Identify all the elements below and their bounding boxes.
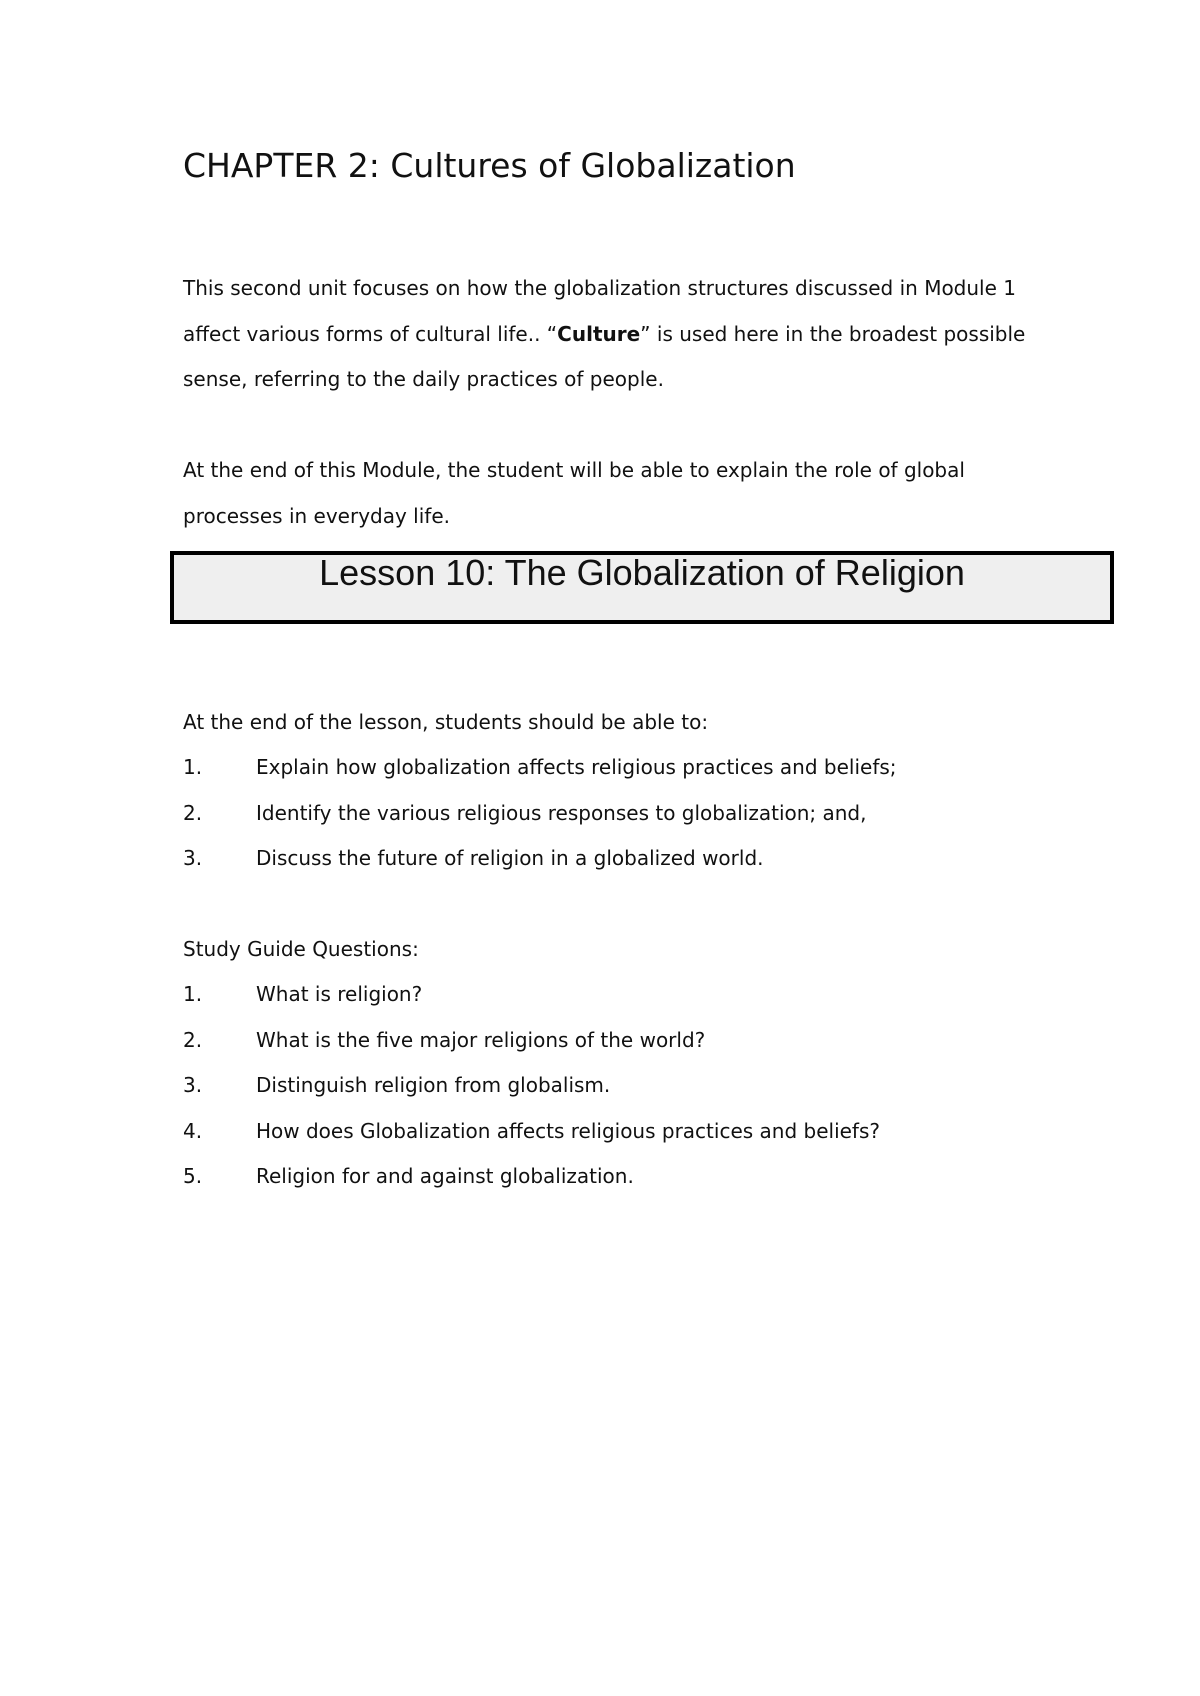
list-item-number: 3. (183, 846, 203, 870)
list-item-text: How does Globalization affects religious practices and beliefs? (256, 1118, 881, 1143)
list-item-text: Discuss the future of religion in a globalized world. (256, 846, 764, 870)
module-outcome-paragraph: At the end of this Module, the student will be able to explain the role of global processes in everyday life. (183, 458, 965, 528)
list-item-text: Explain how globalization affects religious practices and beliefs; (256, 755, 897, 779)
list-item-text: Religion for and against globalization. (256, 1164, 634, 1188)
intro-text-end: ” is used here in the broadest possible sense, referring to the daily practices of people. (183, 321, 1026, 391)
objectives-intro: At the end of the lesson, students should be able to: (183, 710, 709, 734)
list-item-number: 3. (183, 1073, 203, 1097)
study-guide-intro: Study Guide Questions: (183, 937, 419, 961)
list-item-number: 2. (183, 1027, 203, 1052)
intro-paragraph (183, 266, 1043, 403)
chapter-title: CHAPTER 2: Cultures of Globalization (183, 146, 796, 185)
lesson-title: Lesson 10: The Globalization of Religion (319, 552, 965, 593)
lesson-title-box (170, 551, 1114, 624)
list-item-text: Distinguish religion from globalism. (256, 1073, 611, 1097)
list-item-number: 5. (183, 1164, 203, 1188)
list-item-number: 1. (183, 755, 203, 779)
list-item-number: 4. (183, 1118, 203, 1143)
list-item-text: Identify the various religious responses to globalization; and, (256, 800, 867, 825)
intro-text-start: This second unit focuses on how the globalization structures discussed in Module 1 affect various forms of cultural life.. “ (183, 276, 1016, 346)
list-item-text: What is the five major religions of the world? (256, 1027, 706, 1052)
intro-bold-term: Culture (557, 321, 641, 346)
list-item-number: 1. (183, 982, 203, 1006)
list-item-text: What is religion? (256, 982, 423, 1006)
list-item-number: 2. (183, 800, 203, 825)
